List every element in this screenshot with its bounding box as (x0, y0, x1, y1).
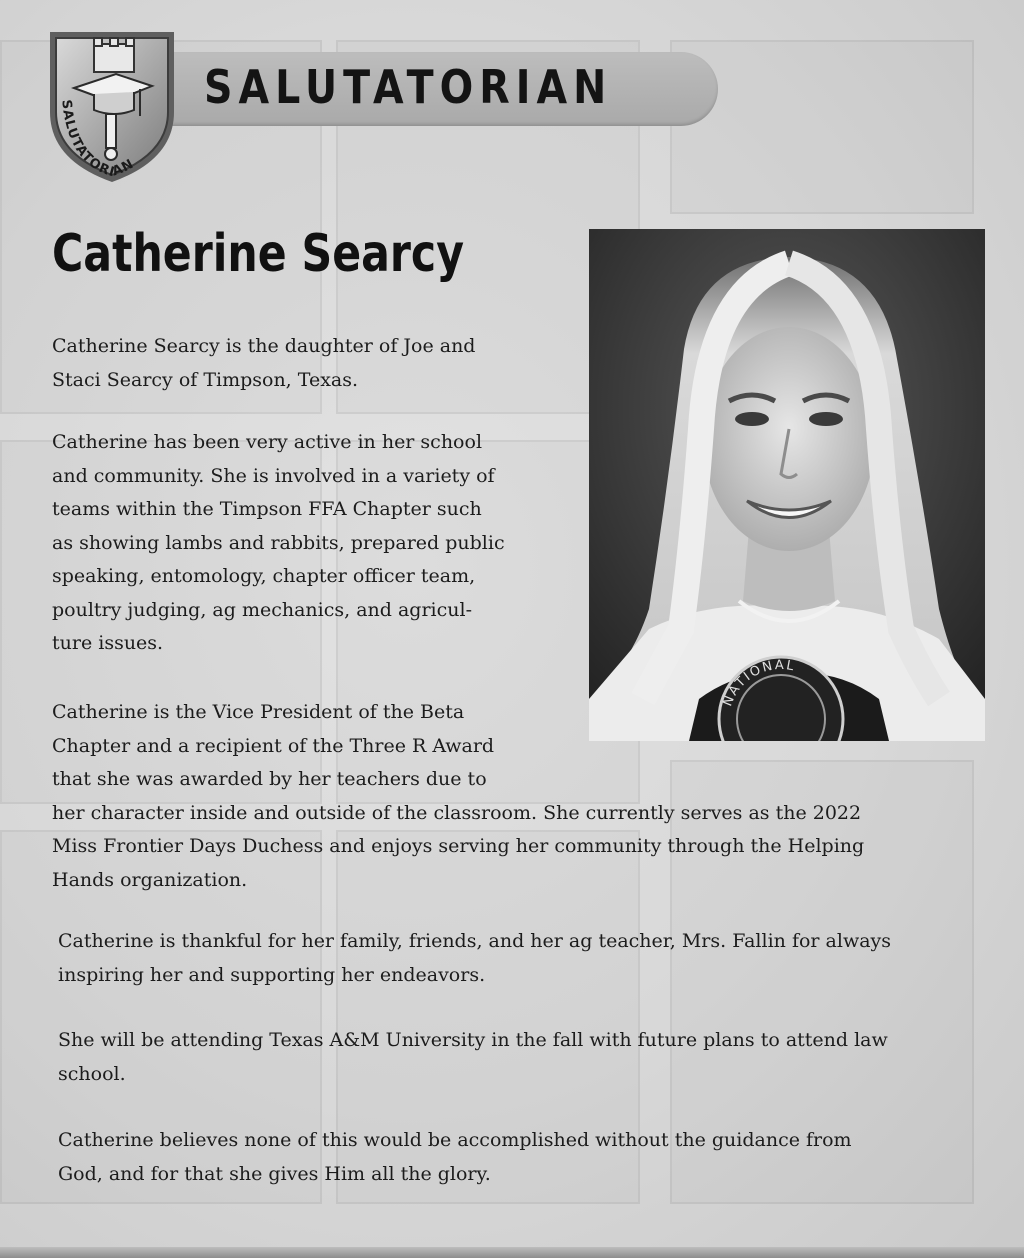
section-title: SALUTATORIAN (204, 60, 613, 114)
svg-text:SALUTATORIAN: SALUTATORIAN (58, 99, 137, 181)
paragraph-college-plans: She will be attending Texas A&M University in the fall with future plans to attend law school. (58, 1029, 888, 1085)
student-portrait (589, 229, 985, 741)
paragraph-faith: Catherine believes none of this would be accomplished without the guidance from God, and for that she gives Him all the glory. (58, 1129, 852, 1185)
bottom-rule (0, 1247, 1024, 1258)
paragraph-activities: Catherine has been very active in her school and community. She is involved in a variety of teams within the Timpson FFA Chapter such as showing lambs and rabbits, prepared public speaking, entomology, chapter officer team, poultry judging, ag mechanics, and agricul- ture issues. (52, 431, 505, 654)
paragraph-awards: Catherine is the Vice President of the Beta Chapter and a recipient of the Three R Award that she was awarded by her teachers due to her character inside and outside of the classroom. She currently serves as the 2022 Miss Frontier Days Duchess and enjoys serving her community through the Helping Hands organization. (52, 701, 865, 891)
paragraph-thanks: Catherine is thankful for her family, friends, and her ag teacher, Mrs. Fallin for always inspiring her and supporting her endeavors. (58, 930, 892, 986)
paragraph-parents: Catherine Searcy is the daughter of Joe and Staci Searcy of Timpson, Texas. (52, 335, 476, 391)
bleed-through-box (670, 40, 974, 214)
salutatorian-seal-icon (44, 26, 180, 186)
portrait-photo (589, 229, 985, 741)
svg-text:NATIONAL: NATIONAL (720, 657, 797, 709)
student-name: Catherine Searcy (52, 224, 464, 284)
